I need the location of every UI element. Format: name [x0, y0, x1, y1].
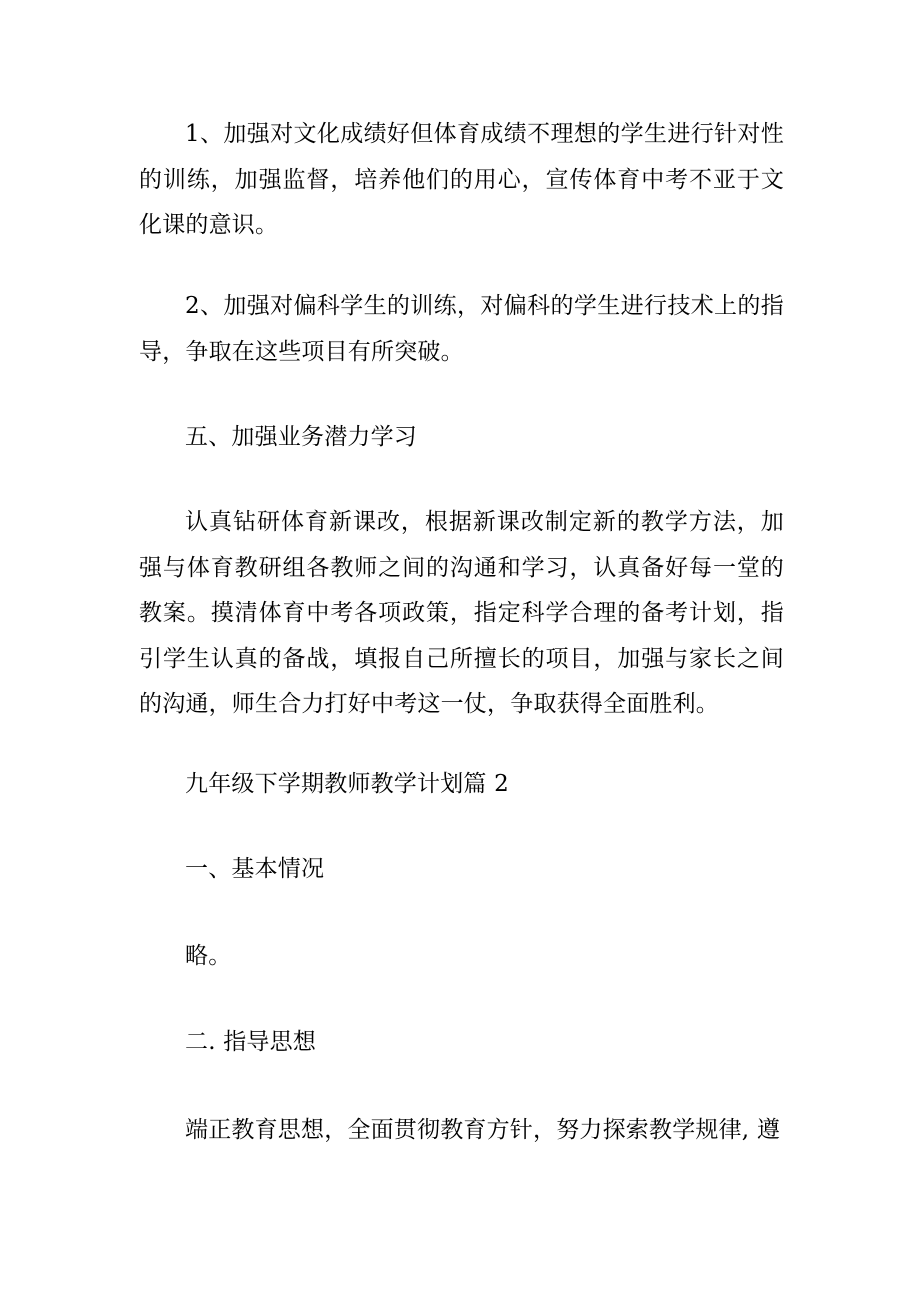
- paragraph-guiding-ideology: 端正教育思想，全面贯彻教育方针，努力探索教学规律, 遵: [185, 1117, 781, 1143]
- paragraph-omitted: 略。: [185, 943, 232, 969]
- paragraph-partial-subject-training: 2、加强对偏科学生的训练，对偏科的学生进行技术上的指导，争取在这些项目有所突破。: [139, 293, 784, 365]
- section-heading-basic-situation: 一、基本情况: [185, 856, 325, 882]
- section-heading-five: 五、加强业务潜力学习: [185, 424, 417, 450]
- document-section-title: 九年级下学期教师教学计划篇 2: [185, 771, 509, 797]
- paragraph-curriculum-reform: 认真钻研体育新课改，根据新课改制定新的教学方法，加强与体育教研组各教师之间的沟通和学习，认真备好每一堂的教案。摸清体育中考各项政策，指定科学合理的备考计划，指引学生认真的备战，填报自己所擅长的项目，加强与家长之间的沟通，师生合力打好中考这一仗，争取获得全面胜利。: [139, 509, 784, 718]
- section-heading-guiding-ideology: 二. 指导思想: [185, 1029, 317, 1055]
- paragraph-strengthen-training: 1、加强对文化成绩好但体育成绩不理想的学生进行针对性的训练，加强监督，培养他们的用心，宣传体育中考不亚于文化课的意识。: [139, 121, 784, 239]
